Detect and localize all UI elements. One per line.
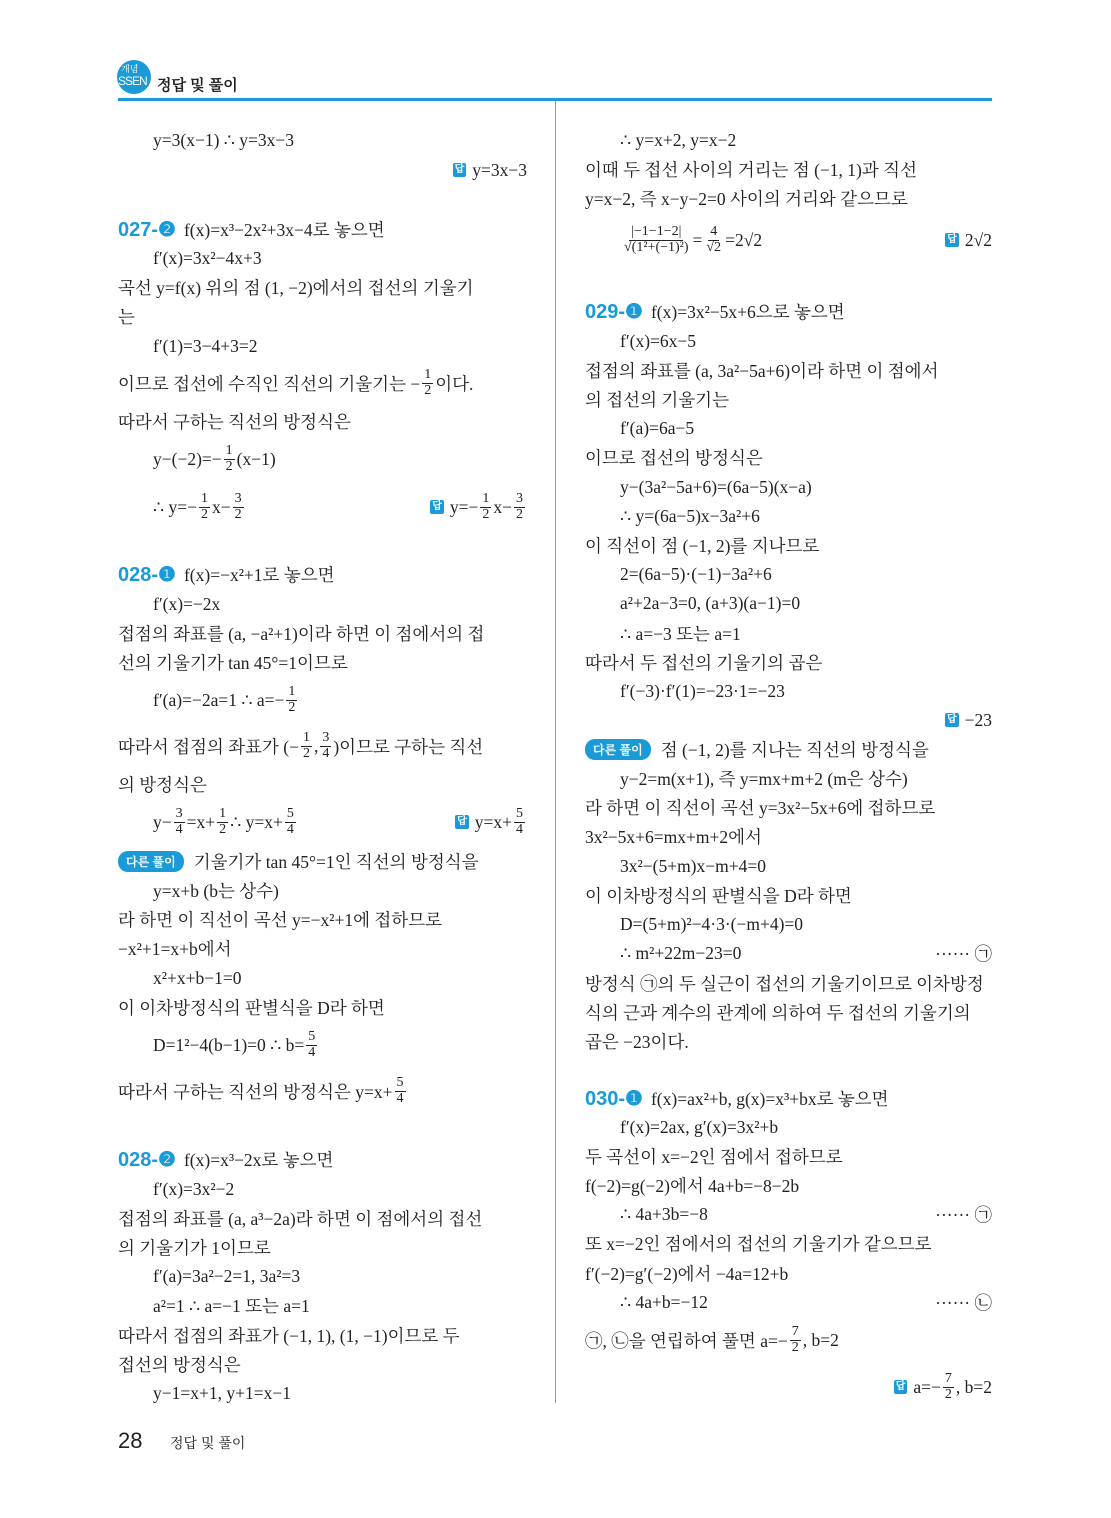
math-text: = bbox=[692, 229, 703, 250]
text-line bbox=[585, 157, 992, 181]
math-text: 는 bbox=[118, 306, 135, 327]
text-line bbox=[153, 1293, 527, 1317]
text-line bbox=[620, 562, 992, 586]
math-text: y−(3a²−5a+6)=(6a−5)(x−a) bbox=[620, 476, 812, 497]
logo-top-text: 개념 bbox=[121, 64, 139, 74]
math-text: 2=(6a−5)·(−1)−3a²+6 bbox=[620, 563, 772, 584]
fraction-numerator: 3 bbox=[516, 490, 523, 506]
text-line bbox=[153, 490, 527, 522]
fraction-denominator: 2 bbox=[516, 506, 523, 522]
equation-marker: ······ ㉠ bbox=[935, 943, 992, 964]
fraction-denominator: 2 bbox=[234, 506, 242, 522]
problem-number: 029-❶ bbox=[585, 300, 643, 323]
fraction bbox=[514, 807, 525, 837]
math-text: f′(x)=2ax, g′(x)=3x²+b bbox=[620, 1116, 779, 1137]
math-text: ∴ 4a+3b=−8 bbox=[620, 1203, 708, 1224]
fraction-numerator: 3 bbox=[234, 490, 242, 506]
math-text: 접점의 좌표를 (a, 3a²−5a+6)이라 하면 이 점에서 bbox=[585, 360, 939, 381]
text-line bbox=[153, 1381, 527, 1405]
math-text: y− bbox=[153, 811, 172, 832]
math-text: y−2=m(x+1), 즉 y=mx+m+2 (m은 상수) bbox=[620, 768, 908, 789]
math-text: 이 이차방정식의 판별식을 D라 하면 bbox=[585, 885, 852, 906]
math-text: 의 접선의 기울기는 bbox=[585, 389, 729, 410]
fraction-denominator: 2 bbox=[225, 458, 233, 474]
text-line bbox=[118, 936, 527, 960]
text-line bbox=[118, 366, 527, 398]
math-text: y=x−2, 즉 x−y−2=0 사이의 거리와 같으므로 bbox=[585, 188, 908, 209]
math-text: 접선의 방정식은 bbox=[118, 1354, 241, 1375]
text-line bbox=[118, 158, 527, 182]
math-text: 의 기울기가 1이므로 bbox=[118, 1237, 271, 1258]
math-text: f(x)=x³−2x²+3x−4로 놓으면 bbox=[183, 219, 385, 240]
fraction-numerator: 3 bbox=[175, 805, 183, 821]
text-line bbox=[153, 442, 527, 474]
math-text: f(x)=3x²−5x+6으로 놓으면 bbox=[650, 301, 845, 322]
text-line bbox=[585, 971, 992, 995]
answer bbox=[945, 230, 992, 251]
fraction-numerator: 7 bbox=[944, 1370, 952, 1386]
fraction bbox=[704, 225, 723, 255]
text-line bbox=[153, 805, 527, 837]
text-line bbox=[585, 883, 992, 907]
math-text: 이때 두 접선 사이의 거리는 점 (−1, 1)과 직선 bbox=[585, 159, 917, 180]
text-line bbox=[620, 941, 992, 965]
math-text: f′(x)=6x−5 bbox=[620, 330, 697, 351]
text-line bbox=[585, 1231, 992, 1255]
math-text: f(x)=ax²+b, g(x)=x³+bx로 놓으면 bbox=[650, 1088, 889, 1109]
math-text: 또 x=−2인 점에서의 접선의 기울기가 같으므로 bbox=[585, 1233, 932, 1254]
text-line bbox=[118, 217, 527, 241]
math-text: 선의 기울기가 tan 45°=1이므로 bbox=[118, 652, 348, 673]
problem-number: 027-❷ bbox=[118, 218, 176, 241]
text-line bbox=[118, 275, 527, 299]
text-line bbox=[620, 912, 992, 936]
text-line bbox=[153, 334, 527, 358]
text-line bbox=[118, 907, 527, 931]
math-text: ∴ m²+22m−23=0 bbox=[620, 942, 742, 963]
answer-icon: 답 bbox=[457, 816, 467, 827]
problem-number: 028-❶ bbox=[118, 563, 176, 586]
text-line bbox=[620, 329, 992, 353]
fraction bbox=[301, 731, 312, 761]
math-text: 이다. bbox=[435, 373, 474, 394]
text-line bbox=[585, 1144, 992, 1168]
fraction-denominator: 2 bbox=[944, 1386, 952, 1402]
text-line bbox=[585, 533, 992, 557]
text-line bbox=[153, 592, 527, 616]
math-text: 따라서 접점의 좌표가 (− bbox=[118, 736, 299, 757]
math-text: x²+x+b−1=0 bbox=[153, 967, 242, 988]
math-text: f′(−2)=g′(−2)에서 −4a=12+b bbox=[585, 1263, 789, 1284]
text-line bbox=[118, 621, 527, 645]
math-text: D=(5+m)²−4·3·(−m+4)=0 bbox=[620, 913, 804, 934]
math-text: ∴ y=− bbox=[153, 496, 197, 517]
text-line bbox=[585, 1261, 992, 1285]
alternative-solution-badge: 다른 풀이 bbox=[585, 739, 651, 760]
text-line bbox=[620, 416, 992, 440]
fraction bbox=[622, 225, 691, 255]
text-line bbox=[620, 766, 992, 790]
text-line bbox=[620, 475, 992, 499]
text-line bbox=[118, 1206, 527, 1230]
brand-logo bbox=[117, 60, 151, 94]
math-text: f′(a)=6a−5 bbox=[620, 417, 695, 438]
text-line bbox=[153, 683, 527, 715]
text-line bbox=[620, 679, 992, 703]
text-line bbox=[585, 358, 992, 382]
math-text: y=x+b (b는 상수) bbox=[153, 880, 279, 901]
text-line bbox=[620, 621, 992, 645]
answer-icon: 답 bbox=[946, 714, 957, 725]
fraction bbox=[306, 1030, 317, 1060]
fraction-numerator: 1 bbox=[482, 490, 490, 506]
fraction-numerator: 1 bbox=[201, 490, 208, 506]
answer bbox=[455, 807, 527, 837]
math-text: 식의 근과 계수의 관계에 의하여 두 접선의 기울기의 bbox=[585, 1002, 971, 1023]
text-line bbox=[585, 186, 992, 210]
text-line bbox=[153, 1264, 527, 1288]
math-text: 라 하면 이 직선이 곡선 y=3x²−5x+6에 접하므로 bbox=[585, 797, 936, 818]
fraction bbox=[174, 807, 185, 837]
text-line bbox=[585, 1029, 992, 1053]
math-text: a²+2a−3=0, (a+3)(a−1)=0 bbox=[620, 592, 801, 613]
fraction bbox=[514, 492, 525, 522]
math-text: ㉠, ㉡을 연립하여 풀면 a=− bbox=[585, 1330, 788, 1351]
math-text: f′(a)=−2a=1 ∴ a=− bbox=[153, 689, 285, 710]
text-line bbox=[153, 878, 527, 902]
fraction-numerator: 5 bbox=[396, 1074, 404, 1090]
fraction-denominator: 4 bbox=[322, 745, 330, 761]
text-line bbox=[585, 387, 992, 411]
math-text: 의 방정식은 bbox=[118, 774, 207, 795]
math-text: , b=2 bbox=[802, 1329, 839, 1350]
fraction bbox=[320, 731, 331, 761]
page-number: 28 bbox=[118, 1428, 143, 1453]
text-line bbox=[585, 1086, 992, 1110]
text-line bbox=[118, 849, 527, 873]
math-text: a=− bbox=[913, 1376, 941, 1397]
fraction-denominator: 2 bbox=[201, 506, 208, 522]
fraction-denominator: 2 bbox=[791, 1339, 799, 1355]
fraction bbox=[224, 444, 235, 474]
text-line bbox=[585, 795, 992, 819]
fraction bbox=[790, 1325, 801, 1355]
math-text: ∴ y=x+2, y=x−2 bbox=[620, 129, 737, 150]
text-line bbox=[585, 650, 992, 674]
text-line bbox=[153, 1028, 527, 1060]
answer-icon: 답 bbox=[454, 164, 465, 175]
fraction bbox=[199, 492, 210, 522]
math-text: )이므로 구하는 직선 bbox=[333, 736, 484, 757]
fraction bbox=[943, 1372, 954, 1402]
fraction-denominator: 4 bbox=[175, 821, 183, 837]
math-text: 이므로 접선의 방정식은 bbox=[585, 447, 763, 468]
math-text: 방정식 ㉠의 두 실근이 접선의 기울기이므로 이차방정 bbox=[585, 973, 984, 994]
math-text: ∴ 4a+b=−12 bbox=[620, 1291, 708, 1312]
fraction-numerator: 1 bbox=[424, 366, 432, 382]
math-text: ∴ y=x+ bbox=[230, 811, 283, 832]
text-line bbox=[585, 1173, 992, 1197]
math-text: −x²+1=x+b에서 bbox=[118, 938, 232, 959]
math-text: y=x+ bbox=[474, 811, 512, 832]
math-text: 2√2 bbox=[964, 229, 992, 250]
text-line bbox=[620, 854, 992, 878]
math-text: 이므로 접선에 수직인 직선의 기울기는 − bbox=[118, 373, 421, 394]
answer bbox=[894, 1372, 992, 1402]
answer-icon: 답 bbox=[947, 234, 957, 245]
text-line bbox=[118, 995, 527, 1019]
math-text: f′(x)=3x²−4x+3 bbox=[153, 247, 262, 268]
text-line bbox=[118, 1147, 527, 1171]
fraction-denominator: 2 bbox=[482, 506, 490, 522]
alternative-solution-badge: 다른 풀이 bbox=[118, 851, 184, 872]
math-text: 이 이차방정식의 판별식을 D라 하면 bbox=[118, 997, 385, 1018]
math-text: 곡선 y=f(x) 위의 점 (1, −2)에서의 접선의 기울기 bbox=[118, 277, 474, 298]
fraction bbox=[233, 492, 244, 522]
column-divider bbox=[555, 101, 556, 1403]
fraction-denominator: 2 bbox=[424, 382, 432, 398]
problem-number: 028-❷ bbox=[118, 1148, 176, 1171]
answer-icon: 답 bbox=[432, 501, 442, 512]
text-line bbox=[620, 1202, 992, 1226]
fraction bbox=[286, 685, 297, 715]
math-text: 따라서 두 접선의 기울기의 곱은 bbox=[585, 652, 823, 673]
math-text: =2√2 bbox=[725, 229, 763, 250]
fraction bbox=[395, 1076, 406, 1106]
math-text: f′(a)=3a²−2=1, 3a²=3 bbox=[153, 1265, 301, 1286]
math-text: f(x)=−x²+1로 놓으면 bbox=[183, 564, 335, 585]
math-text: D=1²−4(b−1)=0 ∴ b= bbox=[153, 1034, 305, 1055]
text-line bbox=[585, 1370, 992, 1402]
text-line bbox=[620, 591, 992, 615]
fraction-numerator: 5 bbox=[308, 1028, 316, 1044]
math-text: y=3(x−1) ∴ y=3x−3 bbox=[153, 129, 295, 150]
fraction-numerator: 1 bbox=[225, 442, 233, 458]
math-text: 이 직선이 점 (−1, 2)를 지나므로 bbox=[585, 535, 820, 556]
text-line bbox=[118, 1352, 527, 1376]
text-line bbox=[153, 966, 527, 990]
text-line bbox=[585, 1000, 992, 1024]
fraction-denominator: 2 bbox=[302, 745, 310, 761]
math-text: ∴ a=−3 또는 a=1 bbox=[620, 623, 741, 644]
fraction-numerator: 5 bbox=[516, 805, 523, 821]
fraction-numerator: 4 bbox=[710, 223, 718, 239]
text-line bbox=[118, 650, 527, 674]
text-line bbox=[585, 737, 992, 761]
text-line bbox=[620, 128, 992, 152]
text-line bbox=[585, 708, 992, 732]
text-line bbox=[118, 304, 527, 328]
math-text: 3x²−(5+m)x−m+4=0 bbox=[620, 855, 766, 876]
answer bbox=[945, 710, 992, 731]
fraction-denominator: 4 bbox=[516, 821, 523, 837]
fraction-denominator: 4 bbox=[396, 1090, 404, 1106]
text-line bbox=[118, 1074, 527, 1106]
fraction bbox=[285, 807, 296, 837]
math-text: , bbox=[313, 735, 319, 756]
logo-bottom-text: SSEN bbox=[118, 74, 147, 88]
math-text: y−(−2)=− bbox=[153, 448, 222, 469]
text-line bbox=[585, 1323, 992, 1355]
answer bbox=[430, 492, 527, 522]
math-text: y=− bbox=[449, 496, 479, 517]
text-line bbox=[153, 246, 527, 270]
math-text: f′(1)=3−4+3=2 bbox=[153, 335, 258, 356]
math-text: =x+ bbox=[186, 811, 216, 832]
math-text: f′(−3)·f′(1)=−23·1=−23 bbox=[620, 680, 785, 701]
fraction-numerator: 1 bbox=[288, 683, 296, 699]
math-text: x− bbox=[212, 496, 231, 517]
math-text: 3x²−5x+6=mx+m+2에서 bbox=[585, 826, 762, 847]
fraction-denominator: 4 bbox=[286, 821, 294, 837]
text-line bbox=[118, 729, 527, 761]
fraction-numerator: 1 bbox=[302, 729, 310, 745]
fraction-denominator: 4 bbox=[308, 1044, 316, 1060]
math-text: 기울기가 tan 45°=1인 직선의 방정식을 bbox=[193, 851, 479, 872]
math-text: 따라서 구하는 직선의 방정식은 y=x+ bbox=[118, 1081, 393, 1102]
math-text: 두 곡선이 x=−2인 점에서 접하므로 bbox=[585, 1146, 843, 1167]
fraction-denominator: 2 bbox=[219, 821, 227, 837]
text-line bbox=[585, 445, 992, 469]
text-line bbox=[620, 504, 992, 528]
fraction-denominator: 2 bbox=[288, 699, 296, 715]
math-text: a²=1 ∴ a=−1 또는 a=1 bbox=[153, 1295, 310, 1316]
answer bbox=[453, 160, 527, 181]
text-line bbox=[118, 562, 527, 586]
text-line bbox=[620, 223, 992, 255]
fraction-numerator: |−1−1−2| bbox=[631, 223, 682, 239]
math-text: 접점의 좌표를 (a, a³−2a)라 하면 이 점에서의 접선 bbox=[118, 1208, 483, 1229]
math-text: 따라서 접점의 좌표가 (−1, 1), (1, −1)이므로 두 bbox=[118, 1325, 460, 1346]
math-text: 점 (−1, 2)를 지나는 직선의 방정식을 bbox=[660, 739, 929, 760]
text-line bbox=[620, 1115, 992, 1139]
text-line bbox=[585, 824, 992, 848]
equation-marker: ······ ㉡ bbox=[935, 1292, 992, 1313]
text-line bbox=[118, 1323, 527, 1347]
math-text: (x−1) bbox=[236, 448, 276, 469]
text-line bbox=[153, 128, 527, 152]
math-text: ∴ y=(6a−5)x−3a²+6 bbox=[620, 505, 760, 526]
math-text: f(−2)=g(−2)에서 4a+b=−8−2b bbox=[585, 1175, 800, 1196]
math-text: 따라서 구하는 직선의 방정식은 bbox=[118, 411, 351, 432]
math-text: f′(x)=3x²−2 bbox=[153, 1178, 235, 1199]
fraction-numerator: 7 bbox=[791, 1323, 799, 1339]
math-text: y=3x−3 bbox=[472, 159, 527, 180]
fraction-numerator: 1 bbox=[219, 805, 227, 821]
math-text: f(x)=x³−2x로 놓으면 bbox=[183, 1149, 334, 1170]
math-text: −23 bbox=[964, 709, 992, 730]
text-line bbox=[118, 1235, 527, 1259]
math-text: 라 하면 이 직선이 곡선 y=−x²+1에 접하므로 bbox=[118, 909, 443, 930]
text-line bbox=[153, 1177, 527, 1201]
page-header-title: 정답 및 풀이 bbox=[157, 77, 238, 94]
fraction bbox=[480, 492, 491, 522]
problem-number: 030-❶ bbox=[585, 1087, 643, 1110]
text-line bbox=[118, 772, 527, 796]
equation-marker: ······ ㉠ bbox=[935, 1204, 992, 1225]
answer-icon: 답 bbox=[895, 1381, 906, 1392]
fraction-denominator: √(1²+(−1)²) bbox=[624, 239, 689, 255]
math-text: x− bbox=[493, 496, 512, 517]
fraction bbox=[217, 807, 228, 837]
math-text: , b=2 bbox=[955, 1376, 992, 1397]
math-text: f′(x)=−2x bbox=[153, 593, 221, 614]
text-line bbox=[620, 1290, 992, 1314]
math-text: 접점의 좌표를 (a, −a²+1)이라 하면 이 점에서의 접 bbox=[118, 623, 485, 644]
text-line bbox=[585, 299, 992, 323]
fraction bbox=[422, 368, 433, 398]
text-line bbox=[118, 409, 527, 433]
math-text: 곱은 −23이다. bbox=[585, 1031, 689, 1052]
fraction-numerator: 5 bbox=[286, 805, 294, 821]
fraction-denominator: √2 bbox=[706, 239, 722, 255]
math-text: y−1=x+1, y+1=x−1 bbox=[153, 1382, 291, 1403]
fraction-numerator: 3 bbox=[322, 729, 330, 745]
footer-title: 정답 및 풀이 bbox=[170, 1435, 246, 1451]
